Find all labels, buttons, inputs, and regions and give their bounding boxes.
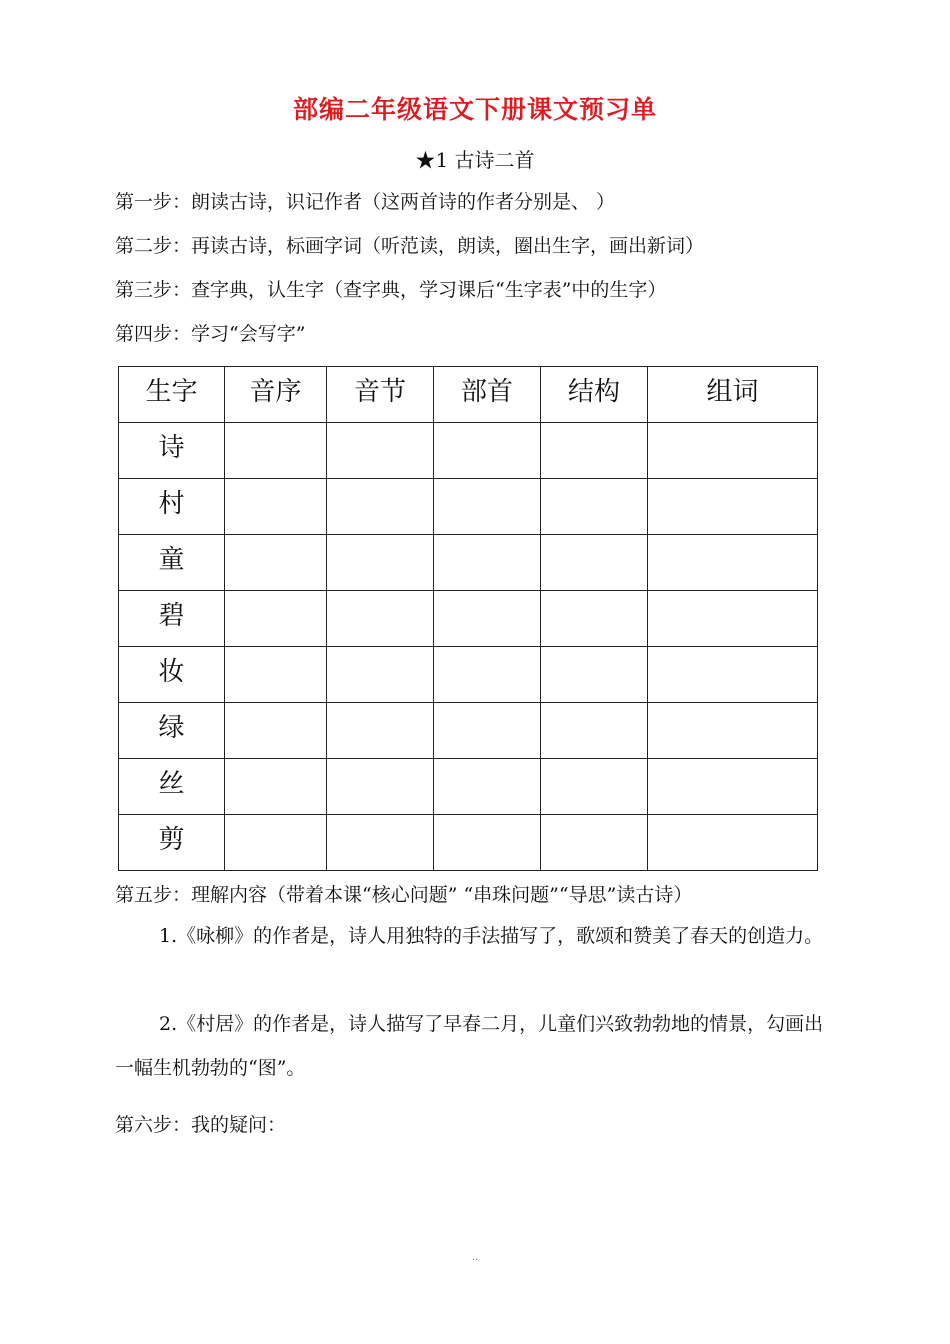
char-cell: 丝 <box>119 759 225 815</box>
table-row <box>119 759 818 815</box>
blank-cell[interactable] <box>434 591 541 647</box>
header-cell: 结构 <box>541 367 648 423</box>
blank-cell[interactable] <box>434 647 541 703</box>
blank-cell[interactable] <box>327 815 434 871</box>
blank-cell[interactable] <box>434 479 541 535</box>
blank-cell[interactable] <box>327 591 434 647</box>
header-cell: 生字 <box>119 367 225 423</box>
step-5: 第五步：理解内容（带着本课“核心问题” “串珠问题”“导思”读古诗） <box>115 884 693 906</box>
step-4: 第四步：学习“会写字” <box>115 323 306 345</box>
table-header-row <box>119 367 818 423</box>
table-row <box>119 703 818 759</box>
blank-cell[interactable] <box>648 423 818 479</box>
blank-cell[interactable] <box>541 535 648 591</box>
blank-cell[interactable] <box>225 759 327 815</box>
blank-cell[interactable] <box>327 759 434 815</box>
blank-cell[interactable] <box>541 423 648 479</box>
blank-cell[interactable] <box>434 815 541 871</box>
blank-cell[interactable] <box>327 479 434 535</box>
blank-cell[interactable] <box>434 703 541 759</box>
blank-cell[interactable] <box>541 759 648 815</box>
table-row <box>119 815 818 871</box>
blank-cell[interactable] <box>541 591 648 647</box>
blank-cell[interactable] <box>225 423 327 479</box>
step-3: 第三步：查字典，认生字（查字典，学习课后“生字表”中的生字） <box>115 279 667 301</box>
blank-cell[interactable] <box>225 815 327 871</box>
blank-cell[interactable] <box>541 647 648 703</box>
char-cell: 童 <box>119 535 225 591</box>
blank-cell[interactable] <box>434 423 541 479</box>
blank-cell[interactable] <box>225 591 327 647</box>
char-cell: 绿 <box>119 703 225 759</box>
step-2: 第二步：再读古诗，标画字词（听范读，朗读，圈出生字，画出新词） <box>115 235 705 257</box>
blank-cell[interactable] <box>327 535 434 591</box>
blank-cell[interactable] <box>541 703 648 759</box>
blank-cell[interactable] <box>648 591 818 647</box>
page-footer: .. <box>471 1252 479 1263</box>
char-cell: 妆 <box>119 647 225 703</box>
header-cell: 音节 <box>327 367 434 423</box>
lesson-title: ★1 古诗二首 <box>415 148 535 172</box>
table-row <box>119 591 818 647</box>
page-title: 部编二年级语文下册课文预习单 <box>292 95 657 124</box>
step-1: 第一步：朗读古诗，识记作者（这两首诗的作者分别是、 ） <box>115 191 616 213</box>
blank-cell[interactable] <box>225 647 327 703</box>
blank-cell[interactable] <box>648 815 818 871</box>
blank-cell[interactable] <box>225 535 327 591</box>
blank-cell[interactable] <box>648 535 818 591</box>
blank-cell[interactable] <box>225 703 327 759</box>
blank-cell[interactable] <box>327 703 434 759</box>
table-row <box>119 647 818 703</box>
header-cell: 组词 <box>648 367 818 423</box>
header-cell: 部首 <box>434 367 541 423</box>
step-6: 第六步：我的疑问： <box>115 1114 287 1136</box>
char-cell: 剪 <box>119 815 225 871</box>
blank-cell[interactable] <box>648 703 818 759</box>
char-cell: 村 <box>119 479 225 535</box>
char-cell: 碧 <box>119 591 225 647</box>
blank-cell[interactable] <box>327 423 434 479</box>
char-cell: 诗 <box>119 423 225 479</box>
blank-cell[interactable] <box>648 647 818 703</box>
blank-cell[interactable] <box>434 759 541 815</box>
blank-cell[interactable] <box>225 479 327 535</box>
question-1: 1.《咏柳》的作者是，诗人用独特的手法描写了，歌颂和赞美了春天的创造力。 <box>159 925 824 947</box>
table-row <box>119 423 818 479</box>
blank-cell[interactable] <box>541 479 648 535</box>
blank-cell[interactable] <box>541 815 648 871</box>
blank-cell[interactable] <box>327 647 434 703</box>
character-table <box>118 366 818 871</box>
blank-cell[interactable] <box>648 479 818 535</box>
table-row <box>119 479 818 535</box>
blank-cell[interactable] <box>648 759 818 815</box>
table-row <box>119 535 818 591</box>
header-cell: 音序 <box>225 367 327 423</box>
question-2: 2.《村居》的作者是，诗人描写了早春二月，儿童们兴致勃勃地的情景，勾画出一幅生机勃勃的“图”。 <box>115 1013 824 1079</box>
blank-cell[interactable] <box>434 535 541 591</box>
